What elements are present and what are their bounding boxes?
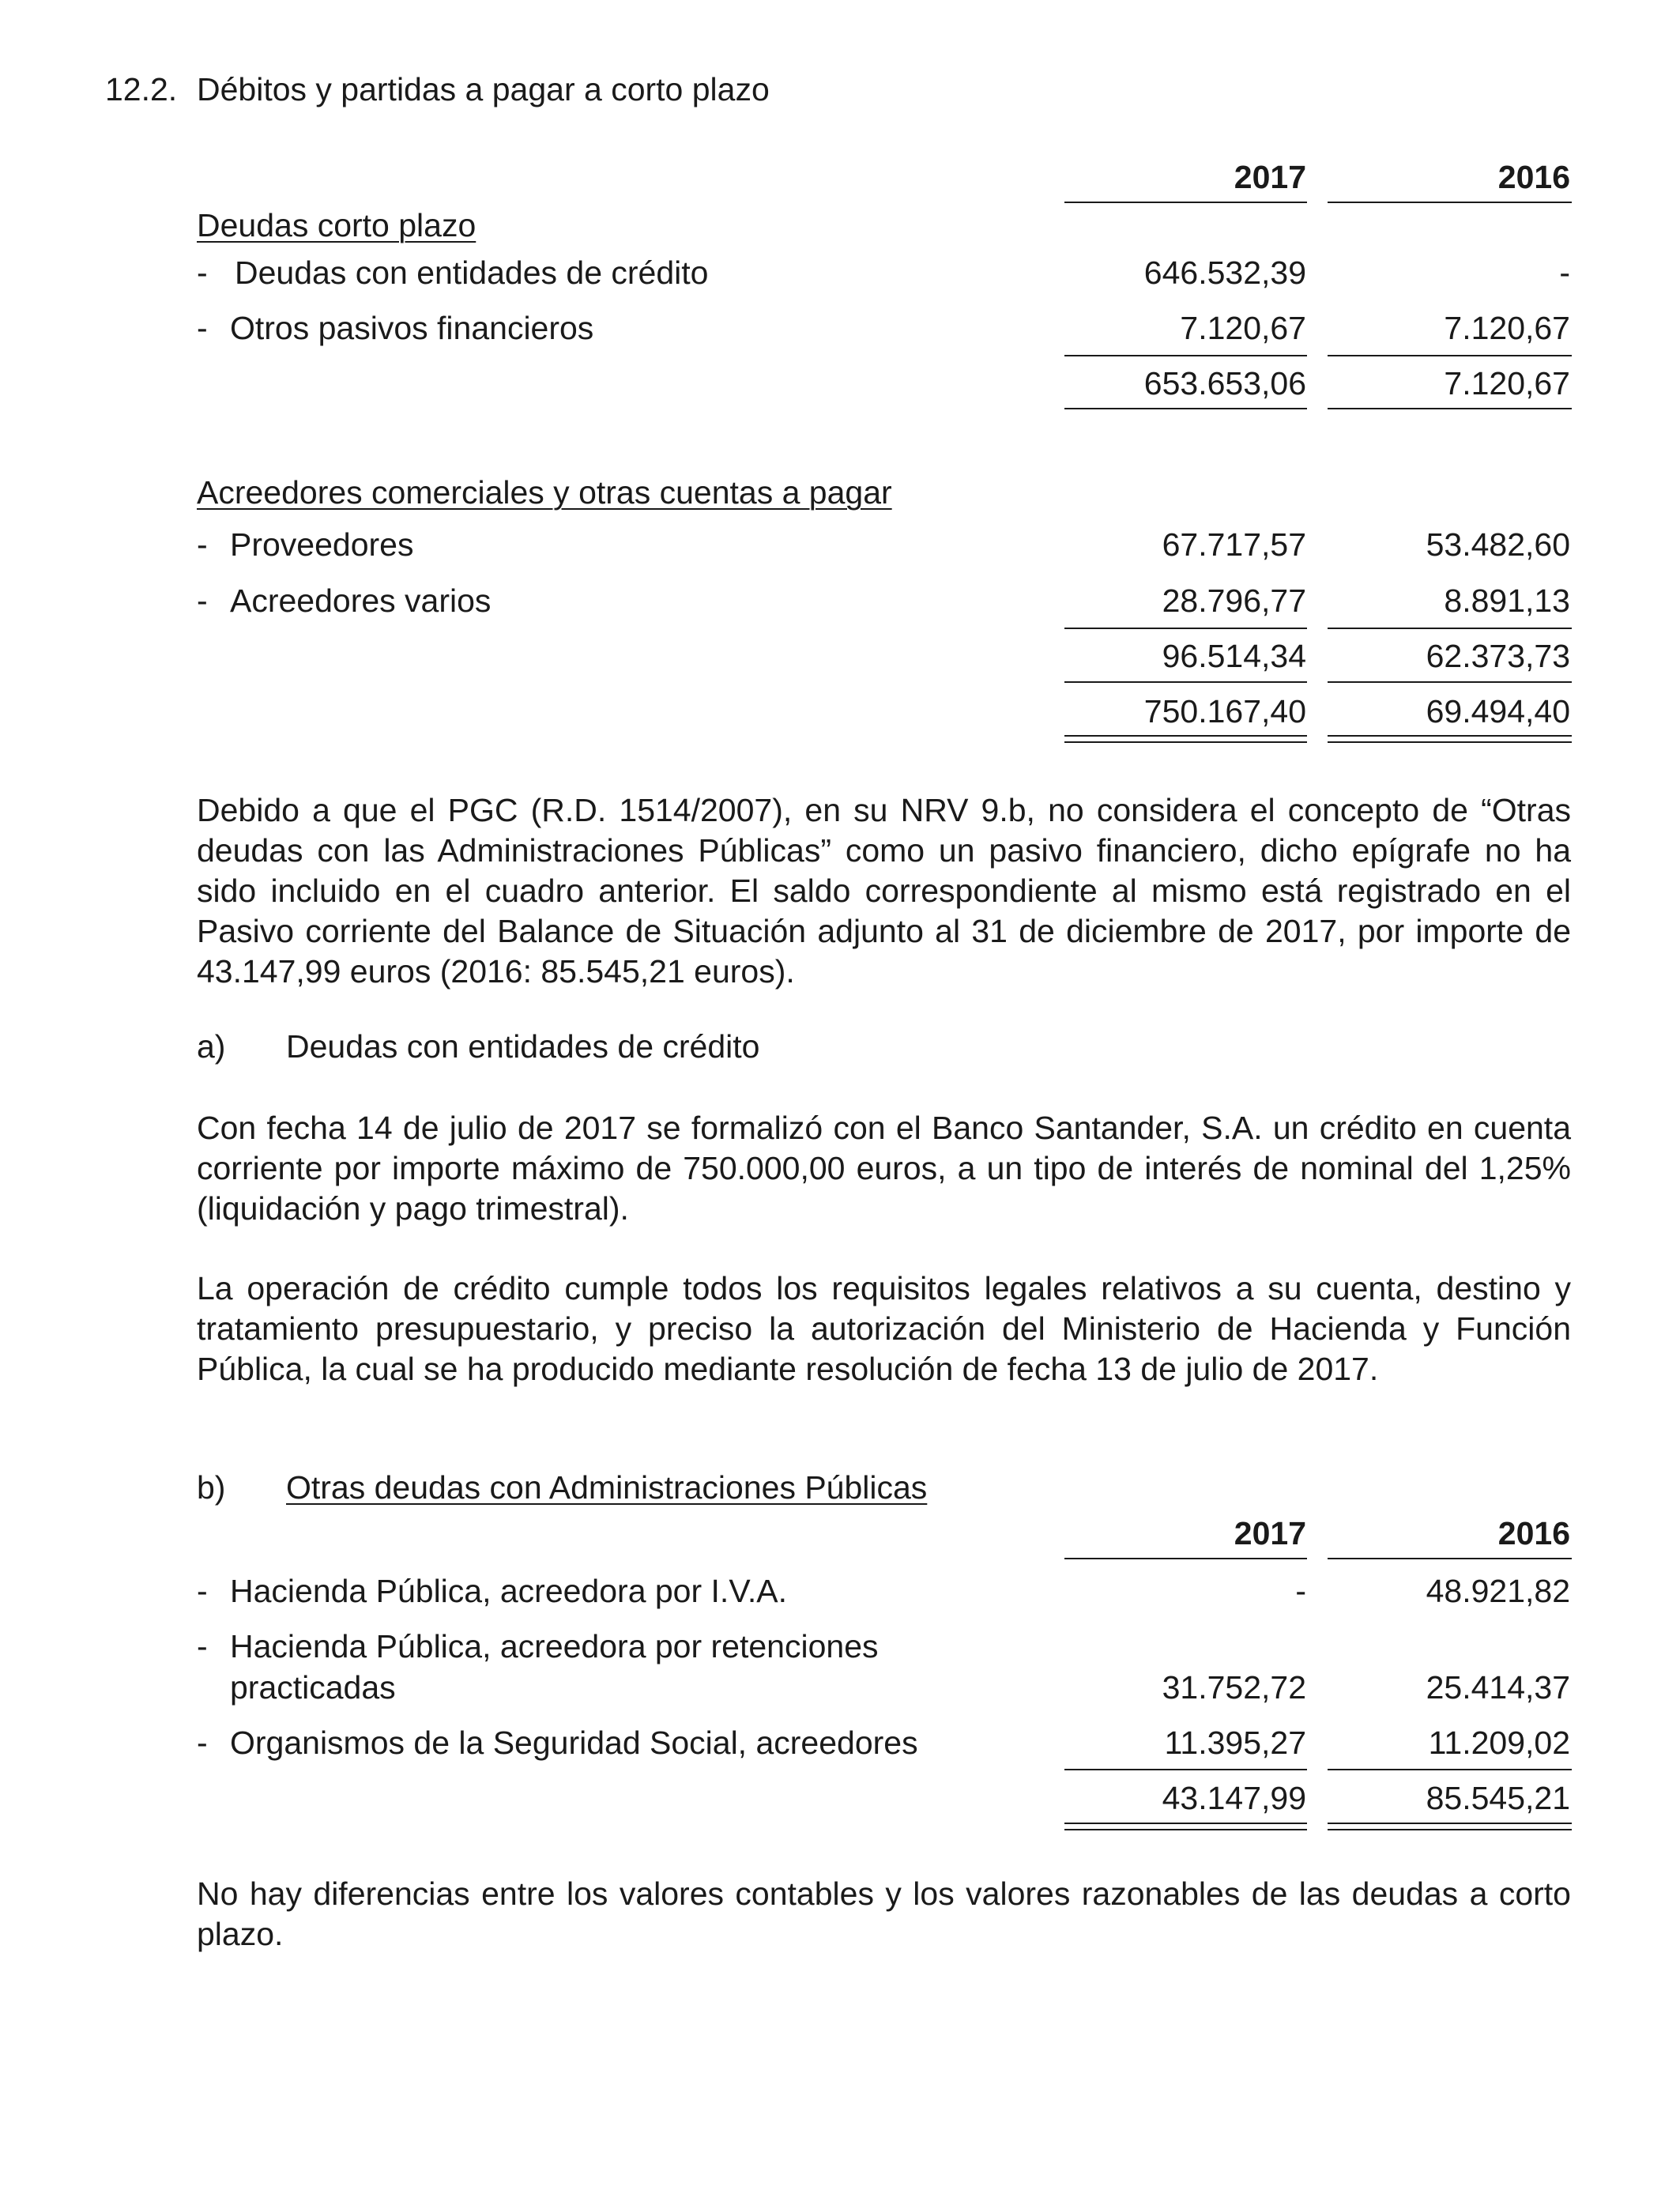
table1-group1-heading: Deudas corto plazo	[197, 207, 477, 243]
section-number: 12.2.	[105, 71, 178, 107]
table1-header-rule-2017	[1064, 202, 1307, 203]
table1-header-2017: 2017	[1234, 159, 1306, 195]
table1-group1-subtotal-2017: 653.653,06	[1143, 365, 1306, 401]
table1-row-value-2016: 7.120,67	[1444, 310, 1570, 346]
table2-total-double-rule-2016	[1328, 1823, 1572, 1824]
table1-total-2016: 69.494,40	[1426, 693, 1570, 729]
table1-group2-subtotal-rule-2017	[1064, 628, 1307, 629]
subsection-a-title: Deudas con entidades de crédito	[286, 1028, 760, 1065]
subsection-b-letter: b)	[197, 1469, 226, 1506]
table1-row-label: Otros pasivos financieros	[230, 310, 594, 346]
table2-row-dash: -	[197, 1725, 208, 1761]
table1-group2-subtotal-2017: 96.514,34	[1162, 638, 1306, 674]
table1-row-value-2016: -	[1559, 254, 1570, 291]
table2-row-value-2016: 48.921,82	[1426, 1573, 1570, 1609]
table2-row-value-2016: 11.209,02	[1428, 1725, 1570, 1761]
table2-row-dash: -	[197, 1573, 208, 1609]
table1-total-double-rule-2017	[1064, 741, 1307, 743]
table1-total-double-rule-2016	[1328, 735, 1572, 737]
table1-row-label: Deudas con entidades de crédito	[235, 254, 709, 291]
table1-total-double-rule-2017	[1064, 735, 1307, 737]
table2-row-label: Hacienda Pública, acreedora por retenciones	[230, 1628, 879, 1664]
table2-header-rule-2017	[1064, 1558, 1307, 1559]
table2-total-double-rule-2017	[1064, 1823, 1307, 1824]
table1-row-value-2017: 7.120,67	[1180, 310, 1306, 346]
table2-row-value-2017: -	[1295, 1573, 1306, 1609]
table1-group2-bottom-rule-2017	[1064, 681, 1307, 683]
table2-row-label: Hacienda Pública, acreedora por I.V.A.	[230, 1573, 788, 1609]
table1-group1-subtotal-rule-2016	[1328, 355, 1572, 356]
table2-total-top-rule-2017	[1064, 1769, 1307, 1770]
section-title: Débitos y partidas a pagar a corto plazo	[197, 71, 770, 107]
table1-header-2016: 2016	[1497, 159, 1570, 195]
subsection-a-paragraph-requirements: La operación de crédito cumple todos los requisitos legales relativos a su cuenta, destino y tratamiento presupuestario, y preciso la autorización del Ministerio de Hacienda y Función Pública, la cual se ha producido mediante resolución de fecha 13 de julio de 2017.	[197, 1270, 1571, 1387]
table1-row-dash: -	[197, 310, 208, 346]
table1-group1-subtotal-rule-2017	[1064, 355, 1307, 356]
subsection-b-title: Otras deudas con Administraciones Públicas	[286, 1469, 928, 1506]
table1-group2-bottom-rule-2016	[1328, 681, 1572, 683]
table2-total-top-rule-2016	[1328, 1769, 1572, 1770]
table1-row-label: Acreedores varios	[230, 582, 492, 619]
subsection-a-letter: a)	[197, 1028, 226, 1065]
table1-row-value-2017: 67.717,57	[1162, 526, 1306, 563]
paragraph-pgc-note: Debido a que el PGC (R.D. 1514/2007), en su NRV 9.b, no considera el concepto de “Otras deudas con las Administraciones Públicas” como un pasivo financiero, dicho epígrafe no ha sido incluido en el cuadro anterior. El saldo correspondiente al mismo está registrado en el Pasivo corriente del Balance de Situación adjunto al 31 de diciembre de 2017, por importe de 43.147,99 euros (2016: 85.545,21 euros).	[197, 792, 1571, 990]
table1-row-value-2016: 53.482,60	[1426, 526, 1570, 563]
table1-group2-heading: Acreedores comerciales y otras cuentas a pagar	[197, 474, 892, 511]
table1-group2-subtotal-rule-2016	[1328, 628, 1572, 629]
subsection-a-paragraph-credit: Con fecha 14 de julio de 2017 se formalizó con el Banco Santander, S.A. un crédito en cuenta corriente por importe máximo de 750.000,00 euros, a un tipo de interés de nominal del 1,25% (liquidación y pago trimestral).	[197, 1110, 1571, 1227]
table2-row-label: Organismos de la Seguridad Social, acreedores	[230, 1725, 918, 1761]
table2-total-2016: 85.545,21	[1426, 1780, 1570, 1816]
table1-total-double-rule-2016	[1328, 741, 1572, 743]
table2-row-dash: -	[197, 1628, 208, 1664]
table1-row-value-2016: 8.891,13	[1444, 582, 1570, 619]
table2-header-rule-2016	[1328, 1558, 1572, 1559]
closing-paragraph: No hay diferencias entre los valores contables y los valores razonables de las deudas a corto plazo.	[197, 1875, 1571, 1952]
table2-total-double-rule-2016	[1328, 1829, 1572, 1830]
table2-total-double-rule-2017	[1064, 1829, 1307, 1830]
table2-row-value-2017: 11.395,27	[1164, 1725, 1306, 1761]
table1-row-dash: -	[197, 526, 208, 563]
table2-header-2017: 2017	[1234, 1515, 1306, 1551]
table1-row-dash: -	[197, 254, 208, 291]
table1-group2-subtotal-2016: 62.373,73	[1426, 638, 1570, 674]
table2-total-2017: 43.147,99	[1162, 1780, 1306, 1816]
table1-group1-bottom-rule-2016	[1328, 408, 1572, 409]
table1-row-dash: -	[197, 582, 208, 619]
table1-row-label: Proveedores	[230, 526, 414, 563]
table2-header-2016: 2016	[1497, 1515, 1570, 1551]
table1-group1-bottom-rule-2017	[1064, 408, 1307, 409]
table1-total-2017: 750.167,40	[1143, 693, 1306, 729]
table2-row-value-2017: 31.752,72	[1162, 1669, 1306, 1706]
table1-row-value-2017: 646.532,39	[1143, 254, 1306, 291]
table2-row-value-2016: 25.414,37	[1426, 1669, 1570, 1706]
table2-row-label-continued: practicadas	[230, 1669, 396, 1706]
table1-header-rule-2016	[1328, 202, 1572, 203]
table1-group1-subtotal-2016: 7.120,67	[1444, 365, 1570, 401]
table1-row-value-2017: 28.796,77	[1162, 582, 1306, 619]
